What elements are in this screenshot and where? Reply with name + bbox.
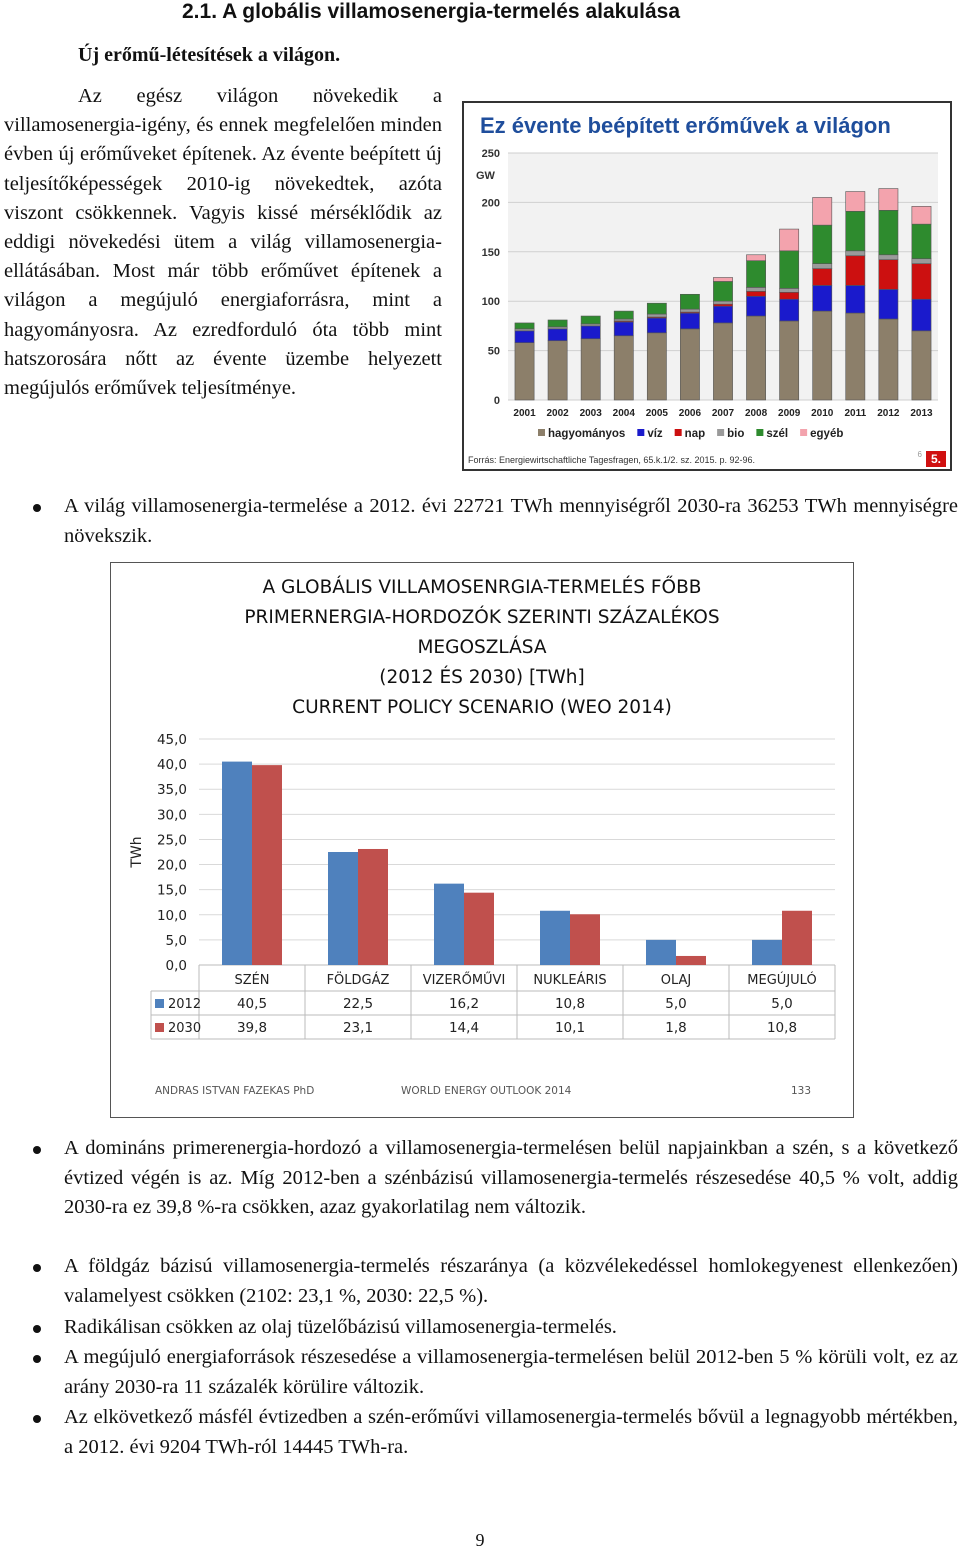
table-value: 22,5 (342, 996, 374, 1012)
section-heading: 2.1. A globális villamosenergia-termelés alakulása (182, 0, 681, 23)
bar-segment (614, 322, 633, 336)
bullet-oil: Radikálisan csökken az olaj tüzelőbázisú villamosenergia-termelés. (64, 1313, 958, 1343)
bar-segment (780, 251, 799, 289)
bar-segment (581, 326, 600, 339)
bar-segment (912, 331, 931, 400)
bar-segment (780, 229, 799, 251)
x-tick-label: 2006 (678, 408, 702, 419)
legend-label: egyéb (810, 428, 844, 440)
bullet-renewables: A megújuló energiaforrások részesedése a villamosenergia-termelésen belül 2012-ben 5 % körüli volt, ez az arány 2030-ra 11 százalék körülire változik. (64, 1343, 958, 1402)
bar-segment (548, 341, 567, 400)
bar-segment (746, 316, 765, 400)
chart-badge: 5. (926, 451, 946, 467)
legend-label: 2030 (168, 1021, 202, 1036)
bar-segment (912, 206, 931, 224)
y-tick-label: 250 (481, 148, 500, 160)
bar-segment (879, 210, 898, 254)
x-tick-label: 2010 (811, 408, 834, 419)
chart-source-note: Forrás: Energiewirtschaftliche Tagesfragen, 65.k.1/2. sz. 2015. p. 92-96. (468, 455, 755, 465)
legend-swatch (538, 429, 545, 436)
bar-segment (879, 260, 898, 290)
y-axis-unit: GW (476, 170, 495, 182)
table-value: 10,8 (554, 996, 586, 1012)
bar-segment (515, 331, 534, 343)
table-value: 1,8 (665, 1020, 687, 1036)
legend-swatch (756, 429, 763, 436)
bar-segment (912, 224, 931, 259)
y-tick-label: 0,0 (165, 958, 187, 974)
x-category-label: OLAJ (660, 973, 692, 988)
bar-2012 (646, 940, 676, 965)
legend-label: nap (684, 428, 706, 440)
y-tick-label: 20,0 (156, 857, 187, 874)
bar-2012 (328, 852, 358, 965)
bar-segment (713, 277, 732, 281)
bar-2030 (252, 765, 282, 965)
bar-segment (713, 306, 732, 323)
legend-label: víz (647, 428, 663, 440)
table-value: 23,1 (342, 1020, 374, 1036)
chart-small-number: 6 (917, 450, 922, 459)
bar-segment (515, 343, 534, 400)
bar-segment (813, 311, 832, 400)
y-tick-label: 15,0 (156, 882, 187, 899)
x-category-label: FÖLDGÁZ (326, 973, 390, 988)
bar-segment (912, 299, 931, 331)
x-category-label: SZÉN (234, 973, 270, 988)
bar-segment (846, 211, 865, 251)
bar-segment (581, 316, 600, 324)
bullet-natural-gas: A földgáz bázisú villamosenergia-termelés részaránya (a közvélekedéssel homlokegyenest ellenkezően) valamelyest csökken (2102: 23,1 %, 2030: 22,5 %). (64, 1252, 958, 1311)
x-tick-label: 2002 (546, 408, 569, 419)
page-number: 9 (475, 1530, 485, 1550)
x-tick-label: 2013 (910, 408, 933, 419)
y-tick-label: 30,0 (156, 807, 187, 824)
bar-segment (813, 285, 832, 311)
subheading: Új erőmű-létesítések a világon. (78, 44, 341, 66)
bar-segment (746, 296, 765, 316)
bar-segment (879, 189, 898, 211)
x-category-label: VIZERŐMŰVI (422, 973, 506, 988)
bar-segment (746, 287, 765, 291)
legend-label: 2012 (168, 997, 202, 1012)
bar-segment (680, 309, 699, 312)
y-tick-label: 45,0 (156, 732, 187, 748)
x-category-label: NUKLEÁRIS (533, 973, 607, 988)
x-tick-label: 2007 (711, 408, 735, 419)
bar-segment (813, 225, 832, 264)
x-tick-label: 2012 (877, 408, 900, 419)
bar-2012 (540, 911, 570, 965)
bar-segment (780, 321, 799, 400)
bar-2030 (676, 956, 706, 965)
legend-swatch (155, 999, 164, 1008)
legend-swatch (637, 429, 644, 436)
bar-2030 (464, 893, 494, 965)
y-tick-label: 25,0 (156, 832, 187, 849)
bar-segment (813, 197, 832, 225)
installed-capacity-chart (462, 101, 952, 471)
bar-segment (713, 323, 732, 400)
y-tick-label: 50 (487, 345, 500, 358)
bar-segment (813, 269, 832, 286)
y-tick-label: 0 (493, 395, 500, 407)
legend-swatch (155, 1023, 164, 1032)
bar-segment (680, 329, 699, 400)
bar-segment (912, 259, 931, 264)
y-tick-label: 35,0 (156, 782, 187, 799)
bar-segment (713, 281, 732, 301)
table-value: 40,5 (236, 996, 268, 1012)
chart-title: A GLOBÁLIS VILLAMOSENRGIA-TERMELÉS FŐBB PRIMERNERGIA-HORDOZÓK SZERINTI SZÁZALÉKOS MEGOSZLÁSA (2012 ÉS 2030) [TWh] CURRENT POLICY SCENARIO (WEO 2014) (244, 577, 720, 718)
x-category-label: MEGÚJULÓ (747, 973, 817, 988)
bar-segment (846, 285, 865, 313)
bar-segment (746, 255, 765, 261)
table-value: 39,8 (236, 1020, 268, 1036)
bar-segment (813, 264, 832, 269)
table-value: 5,0 (665, 996, 687, 1012)
bar-segment (846, 251, 865, 256)
generation-share-chart (110, 562, 854, 1118)
bar-segment (780, 292, 799, 299)
x-tick-label: 2008 (744, 408, 768, 419)
footer-slide-number: 133 (791, 1085, 812, 1097)
legend-label: szél (766, 428, 789, 440)
bar-segment (581, 339, 600, 400)
bar-segment (647, 314, 666, 317)
bar-segment (846, 313, 865, 400)
bar-segment (846, 256, 865, 286)
bullet-dominant-source: A domináns primerenergia-hordozó a villamosenergia-termelésen belül napjainkban a szén, s a következő évtized végén is az. Míg 2012-ben a szénbázisú villamosenergia-termelés részesedése 40,5 % volt, addig 2030-ra ez 39,8 %-ra csökken, azaz gyakorlatilag nem változik. (64, 1134, 958, 1223)
bar-segment (548, 329, 567, 341)
bar-2012 (752, 940, 782, 965)
y-axis-label: TWh (129, 836, 145, 868)
bullet-world-production: A világ villamosenergia-termelése a 2012. évi 22721 TWh mennyiségről 2030-ra 36253 TWh mennyiségre növekszik. (64, 492, 958, 551)
bar-segment (647, 333, 666, 400)
legend-swatch (717, 429, 724, 436)
bar-segment (780, 288, 799, 292)
table-value: 5,0 (771, 996, 793, 1012)
intro-paragraph: Az egész világon növekedik a villamosenergia-igény, és ennek megfelelően minden évben új erőműveket építenek. Az évente beépített új teljesítőképességek 2010-ig növekedtek, azóta viszont csökkennek. Vagyis kissé mérséklődik az eddigi növekedési ütem a világ villamosenergia-ellátásában. Most már több erőművet építenek a világon a megújuló energiaforrásra, mint a hagyományosra. Az ezredforduló óta több mint hatszorosára nőtt az évente üzembe helyezett megújulós erőművek teljesítménye. (4, 85, 442, 400)
bullet-coal-growth: Az elkövetkező másfél évtizedben a szén-erőművi villamosenergia-termelés bővül a legnagyobb mértékben, a 2012. évi 9204 TWh-ról 14445 TWh-ra. (64, 1403, 958, 1462)
legend-swatch (800, 429, 807, 436)
bar-segment (912, 264, 931, 300)
bar-segment (647, 303, 666, 314)
stacked-bar-chart (464, 103, 950, 469)
bar-2012 (222, 762, 252, 965)
legend-label: hagyományos (548, 428, 626, 440)
table-value: 10,1 (554, 1020, 586, 1036)
bar-segment (780, 299, 799, 321)
bar-segment (680, 294, 699, 309)
bar-segment (614, 336, 633, 400)
bar-segment (548, 320, 567, 327)
bar-segment (746, 291, 765, 296)
y-tick-label: 100 (481, 296, 500, 309)
bar-2030 (782, 911, 812, 965)
chart-title: Ez évente beépített erőművek a világon (480, 113, 891, 138)
y-tick-label: 10,0 (156, 907, 187, 924)
x-tick-label: 2005 (645, 408, 668, 419)
x-tick-label: 2001 (513, 408, 536, 419)
grouped-bar-chart (111, 563, 853, 1083)
legend-swatch (675, 429, 682, 436)
bar-segment (647, 318, 666, 333)
legend-label: bio (727, 428, 745, 440)
y-tick-label: 150 (481, 246, 500, 259)
y-tick-label: 40,0 (156, 757, 187, 774)
bar-segment (515, 323, 534, 329)
footer-author: ANDRAS ISTVAN FAZEKAS PhD (155, 1085, 315, 1097)
bar-2030 (570, 914, 600, 965)
x-tick-label: 2011 (844, 408, 867, 419)
x-tick-label: 2003 (579, 408, 602, 419)
bar-segment (846, 192, 865, 212)
y-tick-label: 5,0 (165, 932, 187, 949)
table-value: 14,4 (448, 1020, 480, 1036)
x-tick-label: 2009 (778, 408, 801, 419)
bar-2012 (434, 884, 464, 965)
bar-segment (879, 289, 898, 319)
bar-segment (713, 301, 732, 304)
bar-segment (879, 255, 898, 260)
y-tick-label: 200 (481, 197, 500, 210)
bar-segment (746, 261, 765, 288)
table-value: 10,8 (766, 1020, 798, 1036)
bar-segment (680, 313, 699, 329)
bar-segment (614, 311, 633, 319)
bar-2030 (358, 849, 388, 965)
x-tick-label: 2004 (612, 408, 635, 419)
table-value: 16,2 (448, 996, 480, 1012)
bar-segment (879, 319, 898, 400)
footer-source: WORLD ENERGY OUTLOOK 2014 (401, 1085, 572, 1097)
